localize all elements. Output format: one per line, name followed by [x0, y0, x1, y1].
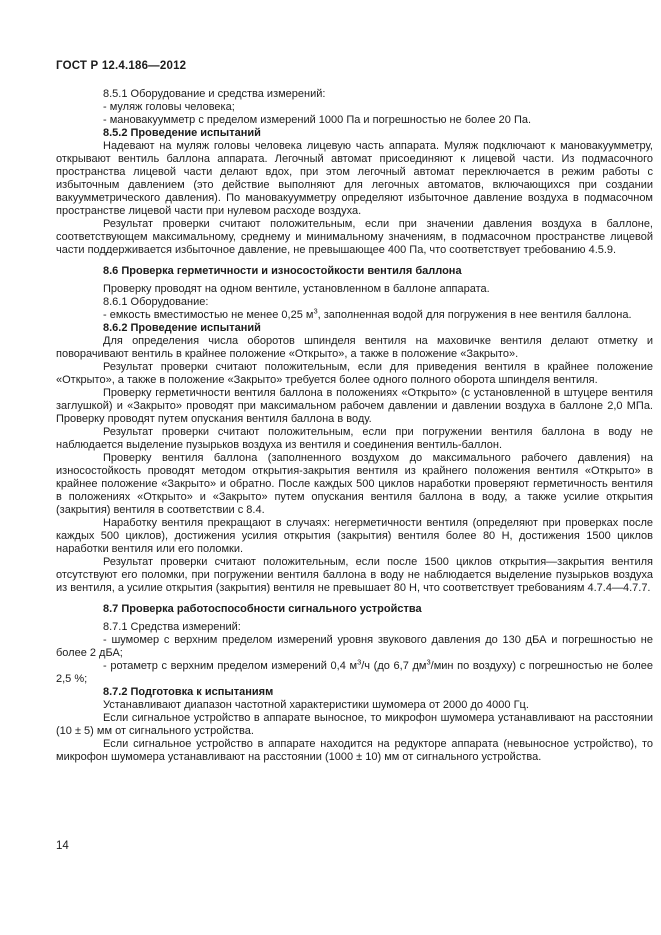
- list-item: - ротаметр с верхним пределом измерений 0,4 $м^3/ч$ (до 6,7 $дм^3$/мин по воздуху) с погрешностью не более 2,5 %;: [56, 657, 653, 685]
- subsection-heading: 8.6.2 Проведение испытаний: [103, 322, 261, 334]
- paragraph: 8.7.1 Средства измерений:: [103, 621, 241, 633]
- page-number: 14: [56, 840, 69, 852]
- list-item: - муляж головы человека;: [103, 101, 235, 113]
- document-body: [56, 88, 653, 764]
- superscript: 3: [357, 657, 362, 667]
- subsection-heading: 8.5.2 Проведение испытаний: [103, 127, 261, 139]
- paragraph: Если сигнальное устройство в аппарате находится на редукторе аппарата (невыносное устройство), то микрофон шумомера устанавливают на расстоянии (1000 ± 10) мм от сигнального устройства.: [56, 738, 653, 763]
- paragraph: Проверку вентиля баллона (заполненного воздухом до максимального рабочего давления) на износостойкость проводят методом открытия-закрытия вентиля из крайнего положения вентиля «Открыто» в крайнее положение «Закрыто» и обратно. После каждых 500 циклов наработки проверяют герметичность вентиля в положениях «Открыто» и «Закрыто» путем опускания вентиля баллона в воду, а также усилие открытия (закрытия) вентиля в соответствии с 8.4.: [56, 452, 653, 516]
- paragraph: Наработку вентиля прекращают в случаях: негерметичности вентиля (определяют при проверках после каждых 500 циклов), достижения усилия открытия (закрытия) вентиля более 80 Н, достижения 1500 циклов наработки вентиля или его поломки.: [56, 517, 653, 555]
- list-item: - шумомер с верхним пределом измерений уровня звукового давления до 130 дБА и погрешностью не более 2 дБА;: [56, 634, 653, 659]
- paragraph: Результат проверки считают положительным, если при значении давления воздуха в баллоне, соответствующем максимальному, среднему и минимальному значениям, в подмасочном пространстве лицевой части поддерживается избыточное давление, не превышающее 400 Па, что соответствует требованию 4.5.9.: [56, 218, 653, 256]
- list-item: - емкость вместимостью не менее 0,25 $м^3$, заполненная водой для погружения в нее вентиля баллона.: [103, 306, 632, 321]
- section-heading: 8.6 Проверка герметичности и износостойкости вентиля баллона: [103, 265, 462, 277]
- subsection-heading: 8.7.2 Подготовка к испытаниям: [103, 686, 274, 698]
- list-item: - мановакуумметр с пределом измерений 1000 Па и погрешностью не более 20 Па.: [103, 114, 532, 126]
- superscript: 3: [426, 657, 431, 667]
- paragraph: Если сигнальное устройство в аппарате выносное, то микрофон шумомера устанавливают на расстоянии (10 ± 5) мм от сигнального устройства.: [56, 712, 653, 737]
- superscript: 3: [313, 306, 318, 316]
- paragraph: Проверку герметичности вентиля баллона в положениях «Открыто» (с установленной в штуцере вентиля заглушкой) и «Закрыто» проводят при максимальном рабочем давлении и давлении воздуха в баллоне 2,0 МПа. Проверку проводят путем опускания вентиля баллона в воду.: [56, 387, 653, 425]
- paragraph: Результат проверки считают положительным, если при погружении вентиля баллона в воду не наблюдается выделение пузырьков воздуха из вентиля и соединения вентиль-баллон.: [56, 426, 653, 451]
- standard-number-header: ГОСТ Р 12.4.186—2012: [56, 60, 187, 72]
- paragraph: 8.6.1 Оборудование:: [103, 296, 209, 308]
- paragraph: 8.5.1 Оборудование и средства измерений:: [103, 88, 326, 100]
- paragraph: Надевают на муляж головы человека лицевую часть аппарата. Муляж подключают к мановакуумметру, открывают вентиль баллона аппарата. Легочный автомат присоединяют к лицевой части. Из подмасочного пространства лицевой части делают вдох, при этом легочный автомат переключается в режим работы с избыточным давлением (это действие выполняют для легочных автоматов, включающихся при создании вакуумметрического давления). По мановакуумметру определяют избыточное давление воздуха в подмасочном пространстве лицевой части при нулевом расходе воздуха.: [56, 140, 653, 217]
- paragraph: Для определения числа оборотов шпинделя вентиля на маховичке вентиля делают отметку и поворачивают вентиль в крайнее положение «Открыто», а также в положение «Закрыто».: [56, 335, 653, 360]
- section-heading: 8.7 Проверка работоспособности сигнального устройства: [103, 603, 422, 615]
- paragraph: Результат проверки считают положительным, если для приведения вентиля в крайнее положение «Открыто», а также в положение «Закрыто» требуется более одного полного оборота шпинделя вентиля.: [56, 361, 653, 386]
- paragraph: Устанавливают диапазон частотной характеристики шумомера от 2000 до 4000 Гц.: [103, 699, 529, 711]
- paragraph: Результат проверки считают положительным, если после 1500 циклов открытия—закрытия вентиля отсутствуют его поломки, при погружении вентиля баллона в воду не наблюдается выделение пузырьков воздуха из вентиля, а усилие открытия (закрытия) вентиля не превышает 80 Н, что соответствует требованиям 4.7.4—4.7.7.: [56, 556, 653, 594]
- paragraph: Проверку проводят на одном вентиле, установленном в баллоне аппарата.: [103, 283, 490, 295]
